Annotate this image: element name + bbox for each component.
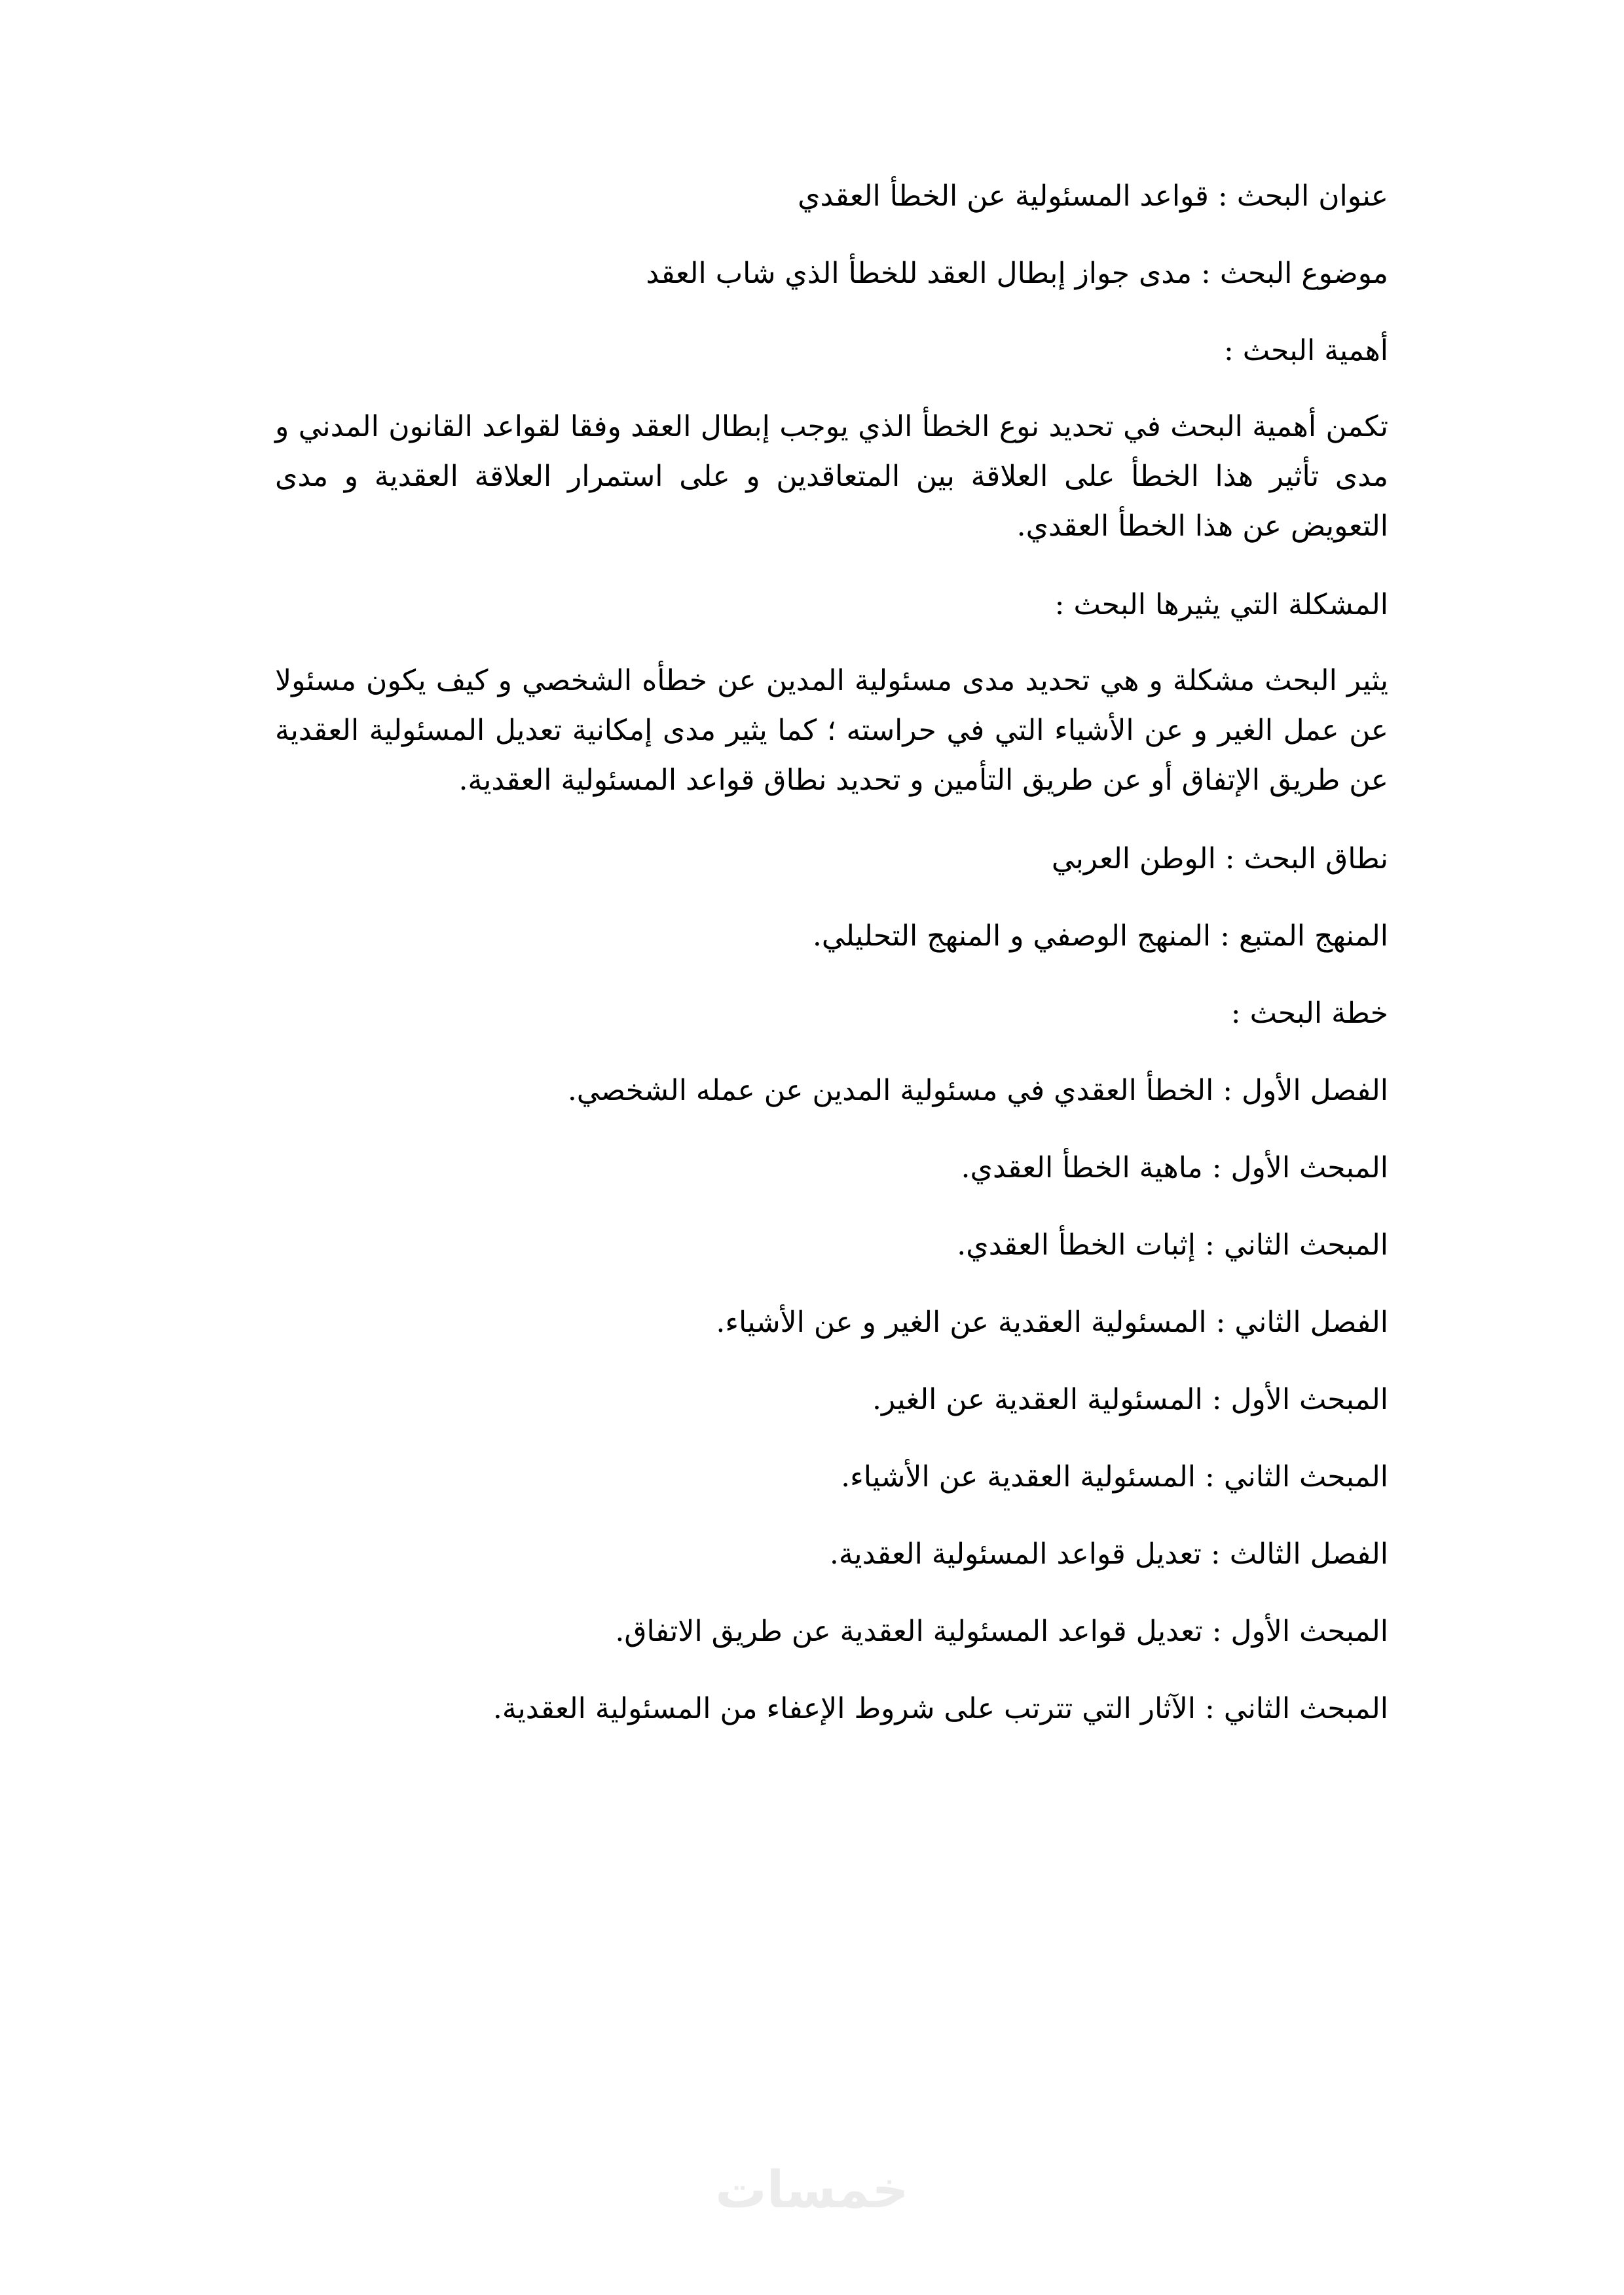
- plan-item: الفصل الثالث : تعديل قواعد المسئولية العقدية.: [829, 1537, 1388, 1571]
- plan-item: المبحث الأول : ماهية الخطأ العقدي.: [961, 1151, 1388, 1184]
- watermark-logo: خمسات: [715, 2161, 909, 2220]
- research-method: المنهج المتبع : المنهج الوصفي و المنهج التحليلي.: [812, 919, 1388, 953]
- research-scope: نطاق البحث : الوطن العربي: [1051, 842, 1388, 875]
- plan-item: المبحث الثاني : الآثار التي تترتب على شروط الإعفاء من المسئولية العقدية.: [492, 1692, 1388, 1725]
- problem-heading: المشكلة التي يثيرها البحث :: [1054, 588, 1388, 621]
- importance-heading: أهمية البحث :: [1223, 334, 1388, 367]
- plan-heading: خطة البحث :: [1230, 997, 1388, 1030]
- plan-item: المبحث الأول : المسئولية العقدية عن الغير.: [872, 1383, 1388, 1416]
- plan-item: المبحث الأول : تعديل قواعد المسئولية العقدية عن طريق الاتفاق.: [615, 1615, 1388, 1648]
- problem-paragraph: يثير البحث مشكلة و هي تحديد مدى مسئولية المدين عن خطأه الشخصي و كيف يكون مسئولا عن عمل الغير و عن الأشياء التي في حراسته ؛ كما يثير مدى إمكانية تعديل المسئولية العقدية عن طريق الإتفاق أو عن طريق التأمين و تحديد نطاق قواعد المسئولية العقدية.: [275, 664, 1388, 797]
- research-title: عنوان البحث : قواعد المسئولية عن الخطأ العقدي: [798, 179, 1388, 213]
- research-subject: موضوع البحث : مدى جواز إبطال العقد للخطأ الذي شاب العقد: [646, 257, 1388, 290]
- plan-item: المبحث الثاني : المسئولية العقدية عن الأشياء.: [841, 1460, 1388, 1494]
- importance-paragraph: تكمن أهمية البحث في تحديد نوع الخطأ الذي يوجب إبطال العقد وفقا لقواعد القانون المدني و مدى تأثير هذا الخطأ على العلاقة بين المتعاقدين و على استمرار العلاقة العقدية و مدى التعويض عن هذا الخطأ العقدي.: [275, 410, 1388, 543]
- plan-item: الفصل الثاني : المسئولية العقدية عن الغير و عن الأشياء.: [716, 1306, 1388, 1339]
- document-body: [275, 177, 1388, 1767]
- plan-item: الفصل الأول : الخطأ العقدي في مسئولية المدين عن عمله الشخصي.: [567, 1074, 1388, 1107]
- plan-item: المبحث الثاني : إثبات الخطأ العقدي.: [957, 1228, 1388, 1262]
